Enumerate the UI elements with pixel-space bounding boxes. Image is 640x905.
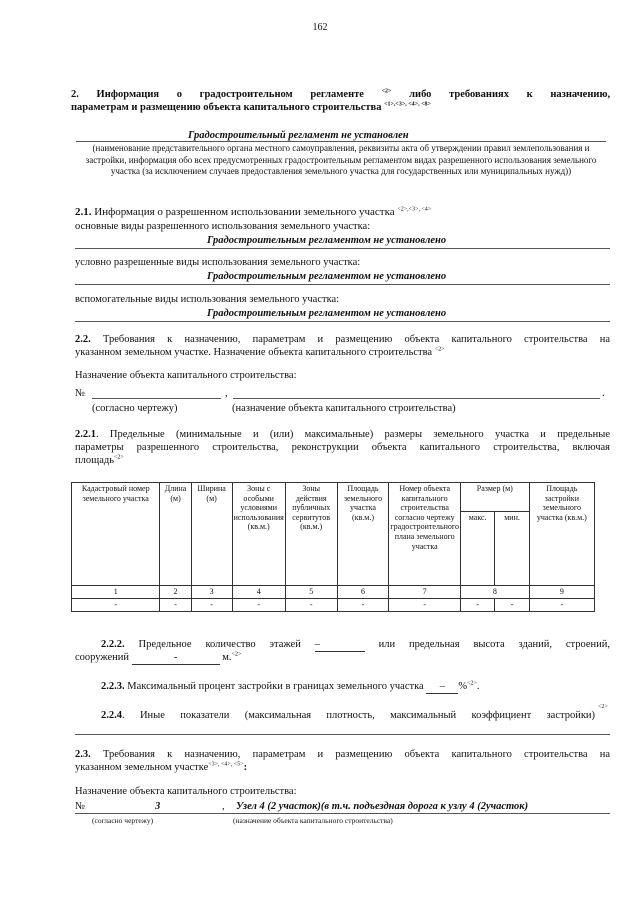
section-2-3-line2 (75, 761, 247, 774)
section-number: 2.2. (75, 334, 91, 345)
caption-drawing: (согласно чертежу) (92, 403, 178, 414)
caption-purpose: (назначение объекта капитального строительства) (232, 403, 456, 414)
main-uses-label: основные виды разрешенного использования земельного участка: (75, 221, 371, 232)
header-servitude-zones: Зоны действия публичных сервитутов (кв.м.) (285, 483, 337, 586)
section-number: 2.2.1 (75, 429, 96, 440)
period: . (476, 681, 480, 692)
word: показатели (180, 710, 230, 721)
section-2-2-3 (101, 680, 479, 694)
footnote-ref: <2>,<3>, <4> (397, 206, 432, 213)
purpose-label: Назначение объекта капитального строительства: (75, 370, 297, 381)
subheader-max: макс. (460, 512, 494, 586)
regulation-title: Градостроительный регламент не установлен (188, 130, 409, 141)
footnote-ref: <2> (434, 346, 445, 353)
percent-unit: % (458, 681, 468, 692)
word: требованиях (449, 89, 509, 100)
divider (76, 141, 606, 142)
main-uses-value: Градостроительным регламентом не установлено (207, 235, 447, 246)
word: сооружений (75, 652, 130, 663)
conditional-uses-label: условно разрешенные виды использования земельного участка: (75, 257, 361, 268)
floors-value: – (315, 638, 365, 652)
purpose-label: Назначение объекта капитального строительства: (75, 786, 297, 797)
table-cell: - (285, 599, 337, 612)
column-number: 2 (160, 586, 191, 599)
section-2-2-2-line2 (75, 651, 241, 665)
table-cell: - (529, 599, 594, 612)
header-width: Ширина (м) (191, 483, 232, 586)
section-2-2-line1 (75, 333, 610, 346)
page-number: 162 (312, 22, 328, 33)
object-number-value: 3 (155, 801, 161, 812)
paragraph-text: указанном земельном участке. Назначение объекта капитального строительства (75, 347, 433, 358)
column-number: 9 (529, 586, 594, 599)
word: этажей (269, 639, 301, 650)
word: предельная (409, 639, 460, 650)
object-purpose-value: Узел 4 (2 участок)(в т.ч. подъездная дорога к узлу 4 (2участок) (236, 801, 529, 812)
section-number: 2.2.3. (101, 681, 125, 692)
paragraph-text: . Предельные (минимальные и (или) максимальные) размеры земельного участка и предельные (96, 429, 610, 440)
footnote-ref: <2> (114, 454, 124, 461)
word: или (378, 639, 396, 650)
heading-text: Информация о разрешенном использовании земельного участка (94, 206, 395, 218)
header-building-area: Площадь застройки земельного участка (кв.м.) (529, 483, 594, 586)
parameters-table (71, 482, 595, 612)
column-number: 4 (232, 586, 285, 599)
table-cell: - (232, 599, 285, 612)
word: . Иные (122, 710, 165, 721)
word: о (176, 89, 182, 100)
word: Информация (96, 89, 160, 100)
word: количество (205, 639, 256, 650)
column-number: 1 (72, 586, 160, 599)
regulation-caption: (наименование представительного органа местного самоуправления, реквизиты акта об утверждении правил землепользования и застройки, информация обо всех предусмотренных градостроительным регламентом видах разрешенного использования земельного участка (за исключением случаев предоставления земельного участка для государственных или муниципальных нужд)) (85, 143, 597, 176)
purpose-blank (233, 398, 600, 399)
header-size: Размер (м) (460, 483, 529, 512)
column-number: 5 (285, 586, 337, 599)
word: плотность, (326, 710, 375, 721)
table-cell: - (191, 599, 232, 612)
word: зданий, (518, 639, 552, 650)
comma: , (222, 801, 225, 812)
word: Предельное (138, 639, 192, 650)
word: максимальный (390, 710, 457, 721)
section-number: 2.2.4 (101, 710, 122, 721)
section-number: 2. (71, 89, 79, 100)
word: либо (409, 89, 432, 100)
paragraph-text: Требования к назначению, параметрам и размещению объекта капитального строительства на (102, 334, 611, 345)
section-2-2-2-line1 (101, 638, 610, 652)
divider (75, 284, 610, 285)
header-cadastral: Кадастровый номер земельного участка (72, 483, 160, 586)
section-number: 2.3. (75, 749, 91, 760)
comma: , (225, 388, 228, 399)
divider (75, 248, 610, 249)
table-cell: - (337, 599, 389, 612)
auxiliary-uses-value: Градостроительным регламентом не установлено (207, 308, 447, 319)
section-2-2-line2 (75, 346, 445, 359)
divider (75, 321, 610, 322)
paragraph-text: площадь (75, 455, 114, 466)
paragraph-text: Максимальный процент застройки в границах земельного участка (127, 681, 424, 692)
word: застройки) (546, 710, 596, 721)
paragraph-text: Требования к назначению, параметрам и размещению объекта капитального строительства на (102, 749, 611, 760)
colon: : (243, 762, 248, 773)
footnote-ref: <1>,<3>, <4>, <8> (384, 101, 431, 108)
height-value: - (132, 651, 220, 665)
heading-text: параметрам и размещению объекта капитального строительства (71, 102, 382, 113)
word: высота (473, 639, 505, 650)
word: строений, (565, 639, 611, 650)
auxiliary-uses-label: вспомогательные виды использования земельного участка: (75, 294, 340, 305)
divider (75, 734, 610, 735)
number-sign: № (75, 801, 86, 812)
word: м. (222, 652, 232, 663)
word: (максимальная (244, 710, 312, 721)
column-number: 8 (460, 586, 529, 599)
table-cell: - (72, 599, 160, 612)
word: регламенте (310, 89, 364, 100)
section-2-2-4 (101, 709, 595, 722)
word: коэффициент (471, 710, 532, 721)
section-number: 2.2.2. (101, 639, 125, 650)
column-number: 7 (389, 586, 461, 599)
header-object-number: Номер объекта капитального строительства согласно чертежу градостроительного плана земельного участка (389, 483, 461, 586)
table-cell: - (389, 599, 461, 612)
caption-purpose: (назначение объекта капитального строительства) (233, 816, 393, 825)
section-2-heading-line1 (71, 88, 610, 101)
column-number: 3 (191, 586, 232, 599)
table-cell: - (460, 599, 494, 612)
section-number: 2.1. (75, 206, 92, 218)
footnote-ref: <3>, <4>, <5> (208, 761, 244, 768)
header-length: Длина (м) (160, 483, 191, 586)
caption-drawing: (согласно чертежу) (92, 816, 154, 825)
divider (75, 813, 610, 814)
footnote-ref: <2> (381, 88, 392, 95)
conditional-uses-value: Градостроительным регламентом не установлено (207, 271, 447, 282)
number-blank (92, 398, 221, 399)
subheader-min: мин. (495, 512, 529, 586)
table-cell: - (495, 599, 529, 612)
column-number: 6 (337, 586, 389, 599)
build-percent-value: – (426, 680, 458, 694)
word: градостроительном (199, 89, 293, 100)
word: к (526, 89, 533, 100)
section-2-2-1-line2: параметры разрешенного строительства, реконструкции объекта капитального строительства, включая (75, 442, 610, 453)
header-special-zones: Зоны с особыми условиями использования (кв.м.) (232, 483, 285, 586)
footnote-ref: <2> (467, 680, 477, 687)
number-sign: № (75, 388, 86, 399)
section-2-2-1-line1 (75, 428, 610, 441)
word: назначению, (550, 89, 611, 100)
period: . (602, 388, 605, 399)
paragraph-text: указанном земельном участке (75, 762, 209, 773)
header-plot-area: Площадь земельного участка (кв.м.) (337, 483, 389, 586)
section-2-2-1-line3 (75, 454, 124, 467)
footnote-ref: <2> (231, 651, 242, 658)
section-2-1-heading (75, 206, 431, 219)
table-cell: - (160, 599, 191, 612)
section-2-3-line1 (75, 748, 610, 761)
section-2-heading-line2 (71, 101, 431, 114)
